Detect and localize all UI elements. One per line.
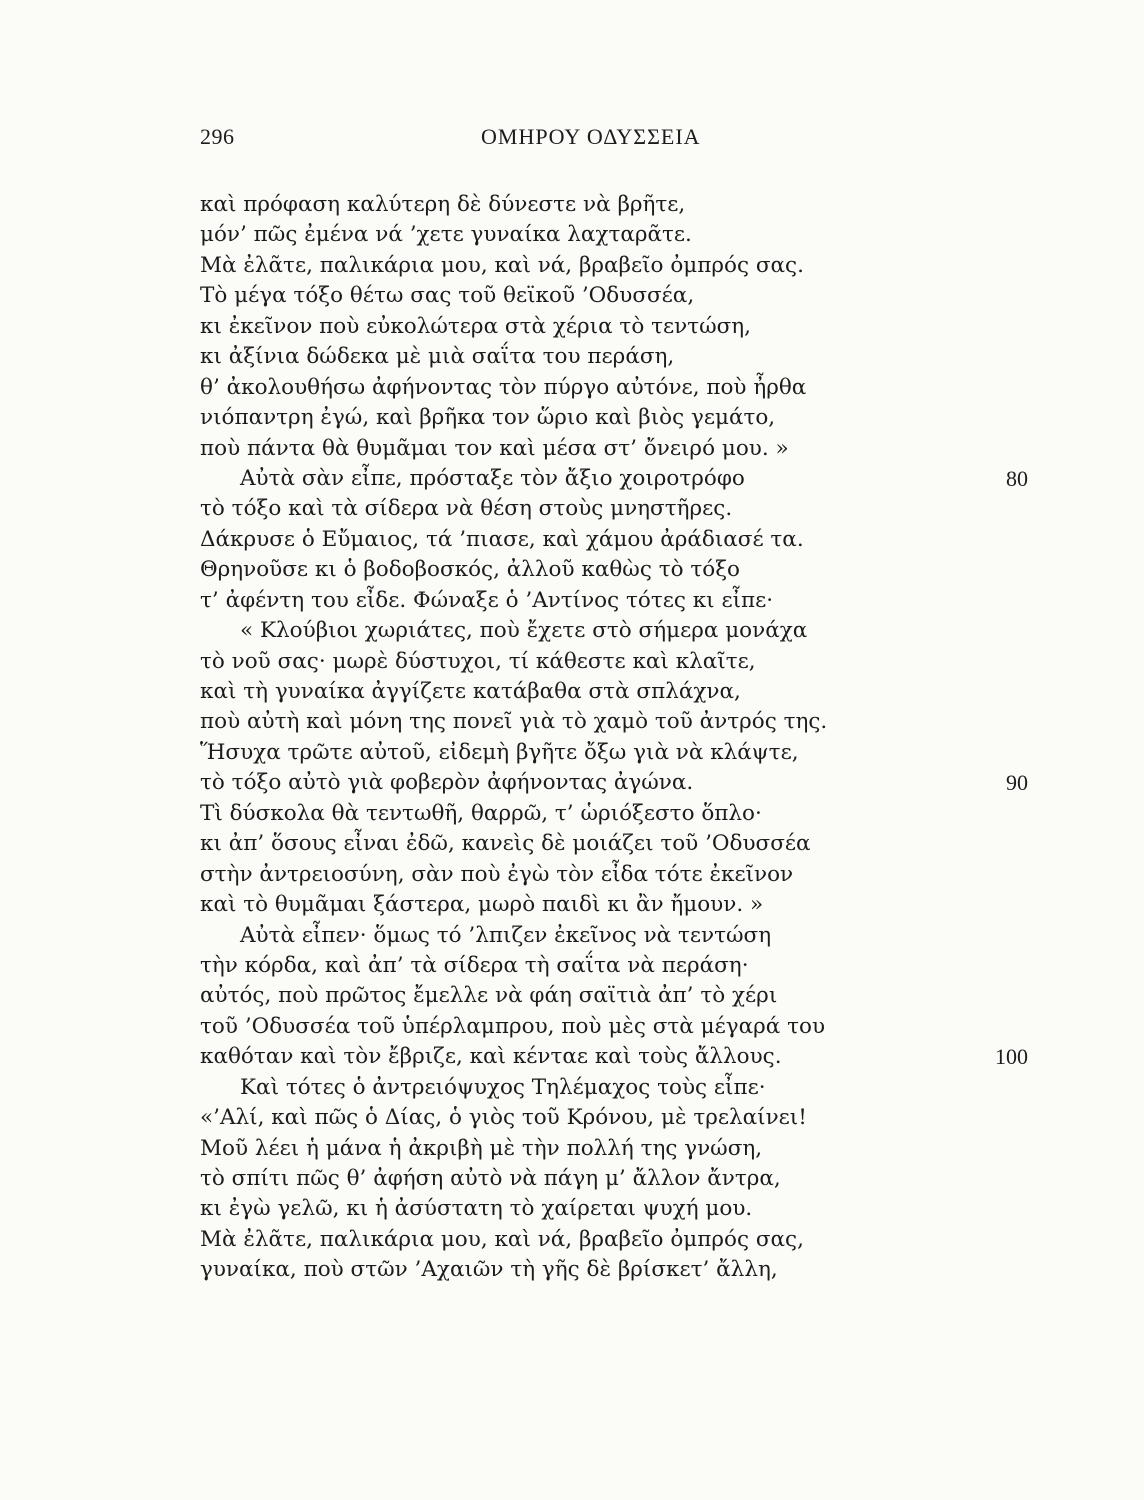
verse-line (200, 616, 1040, 646)
verse-line (200, 555, 1040, 585)
verse-line (200, 373, 1040, 403)
verse-line (200, 738, 1040, 768)
verse-line (200, 190, 1040, 220)
verse-line (200, 312, 1040, 342)
verse-text: κι ἐκεῖνον ποὺ εὐκολώτερα στὰ χέρια τὸ τεντώση, (200, 313, 752, 339)
verse-line (200, 829, 1040, 859)
verse-line (200, 981, 1040, 1011)
verse-text: Τὶ δύσκολα θὰ τεντωθῆ, θαρρῶ, τ’ ὡριόξεστο ὅπλο· (200, 800, 762, 826)
verse-line (200, 1012, 1040, 1042)
verse-line (200, 342, 1040, 372)
verse-line (200, 1225, 1040, 1255)
verse-text: κι ἀπ’ ὅσους εἶναι ἐδῶ, κανεὶς δὲ μοιάζει τοῦ ’Οδυσσέα (200, 831, 811, 857)
verse-line (200, 434, 1040, 464)
verse-line (200, 464, 1040, 494)
verse-line (200, 799, 1040, 829)
verse-text: τ’ ἀφέντη του εἶδε. Φώναξε ὁ ’Αντίνος τότες κι εἶπε· (200, 587, 774, 613)
verse-text: νιόπαντρη ἐγώ, καὶ βρῆκα τον ὥριο καὶ βιὸς γεμάτο, (200, 405, 776, 431)
verse-text: θ’ ἀκολουθήσω ἀφήνοντας τὸν πύργο αὐτόνε, ποὺ ἦρθα (200, 374, 807, 400)
verse-text: ποὺ πάντα θὰ θυμᾶμαι τον καὶ μέσα στ’ ὄνειρό μου. » (200, 435, 789, 461)
page-number: 296 (200, 124, 235, 149)
verse-line (200, 220, 1040, 250)
verse-text: Αὐτὰ εἶπεν· ὅμως τό ’λπιζεν ἐκεῖνος νὰ τεντώση (240, 922, 772, 948)
verse-line (200, 494, 1040, 524)
verse-text: καθόταν καὶ τὸν ἔβριζε, καὶ κένταε καὶ τοὺς ἄλλους. (200, 1044, 782, 1070)
verse-text: αὐτός, ποὺ πρῶτος ἔμελλε νὰ φάη σαϊτιὰ ἀπ’ τὸ χέρι (200, 983, 778, 1009)
verse-line (200, 647, 1040, 677)
verse-text: « Κλούβιοι χωριάτες, ποὺ ἔχετε στὸ σήμερα μονάχα (240, 618, 808, 644)
verse-line (200, 951, 1040, 981)
verse-text: Θρηνοῦσε κι ὁ βοδοβοσκός, ἀλλοῦ καθὼς τὸ τόξο (200, 557, 740, 583)
verse-text: Αὐτὰ σὰν εἶπε, πρόσταξε τὸν ἄξιο χοιροτρόφο (240, 465, 745, 491)
verse-text: κι ἀξίνια δώδεκα μὲ μιὰ σαΐτα του περάση, (200, 344, 675, 370)
verse-line (200, 1073, 1040, 1103)
verse-text: μόν’ πῶς ἐμένα νά ’χετε γυναίκα λαχταρᾶτε. (200, 222, 692, 248)
verse-line (200, 890, 1040, 920)
verse-line (200, 1103, 1040, 1133)
verse-line (200, 677, 1040, 707)
page-header (200, 124, 1000, 156)
verse-line (200, 251, 1040, 281)
verse-line (200, 586, 1040, 616)
verse-line (200, 281, 1040, 311)
verse-text: καὶ τὸ θυμᾶμαι ξάστερα, μωρὸ παιδὶ κι ἂν ἤμουν. » (200, 892, 764, 918)
verse-text: κι ἐγὼ γελῶ, κι ἡ ἀσύστατη τὸ χαίρεται ψυχή μου. (200, 1196, 753, 1222)
verse-text: Μὰ ἐλᾶτε, παλικάρια μου, καὶ νά, βραβεῖο ὀμπρός σας, (200, 1226, 804, 1252)
verse-line (200, 1255, 1040, 1285)
verse-text: ποὺ αὐτὴ καὶ μόνη της πονεῖ γιὰ τὸ χαμὸ τοῦ ἀντρός της. (200, 709, 828, 735)
poem-text (200, 190, 1040, 1286)
verse-text: «’Αλί, καὶ πῶς ὁ Δίας, ὁ γιὸς τοῦ Κρόνου, μὲ τρελαίνει! (200, 1105, 807, 1131)
verse-text: τοῦ ’Οδυσσέα τοῦ ὑπέρλαμπρου, ποὺ μὲς στὰ μέγαρά του (200, 1013, 826, 1039)
verse-text: καὶ πρόφαση καλύτερη δὲ δύνεστε νὰ βρῆτε, (200, 192, 686, 217)
verse-line (200, 1042, 1040, 1072)
verse-text: καὶ τὴ γυναίκα ἀγγίζετε κατάβαθα στὰ σπλάχνα, (200, 679, 741, 704)
verse-line (200, 403, 1040, 433)
verse-text: τὸ τόξο καὶ τὰ σίδερα νὰ θέση στοὺς μνηστῆρες. (200, 496, 733, 522)
verse-text: τὴν κόρδα, καὶ ἀπ’ τὰ σίδερα τὴ σαΐτα νὰ περάση· (200, 952, 749, 978)
line-number: 80 (1006, 465, 1028, 491)
verse-line (200, 707, 1040, 737)
verse-text: Δάκρυσε ὁ Εὔμαιος, τά ’πιασε, καὶ χάμου ἀράδιασέ τα. (200, 526, 804, 552)
verse-text: Μὰ ἐλᾶτε, παλικάρια μου, καὶ νά, βραβεῖο ὀμπρός σας. (200, 252, 804, 278)
verse-text: Τὸ μέγα τόξο θέτω σας τοῦ θεϊκοῦ ’Οδυσσέα, (200, 283, 695, 309)
line-number: 90 (1006, 770, 1028, 796)
verse-text: γυναίκα, ποὺ στῶν ’Αχαιῶν τὴ γῆς δὲ βρίσκετ’ ἄλλη, (200, 1257, 778, 1283)
running-title: ΟΜΗΡΟΥ ΟΔΥΣΣΕΙΑ (481, 124, 701, 149)
verse-line (200, 1194, 1040, 1224)
verse-line (200, 1164, 1040, 1194)
verse-line (200, 860, 1040, 890)
verse-text: Καὶ τότες ὁ ἀντρειόψυχος Τηλέμαχος τοὺς εἶπε· (240, 1074, 766, 1100)
verse-line (200, 921, 1040, 951)
verse-text: τὸ τόξο αὐτὸ γιὰ φοβερὸν ἀφήνοντας ἀγώνα. (200, 770, 694, 796)
verse-text: στὴν ἀντρειοσύνη, σὰν ποὺ ἐγὼ τὸν εἶδα τότε ἐκεῖνον (200, 861, 794, 887)
verse-text: Ἥσυχα τρῶτε αὐτοῦ, εἰδεμὴ βγῆτε ὄξω γιὰ νὰ κλάψτε, (200, 739, 799, 765)
verse-line (200, 1134, 1040, 1164)
verse-text: Μοῦ λέει ἡ μάνα ἡ ἀκριβὴ μὲ τὴν πολλή της γνώση, (200, 1135, 763, 1161)
verse-line (200, 768, 1040, 798)
verse-line (200, 525, 1040, 555)
verse-text: τὸ σπίτι πῶς θ’ ἀφήση αὐτὸ νὰ πάγη μ’ ἄλλον ἄντρα, (200, 1166, 781, 1191)
verse-text: τὸ νοῦ σας· μωρὲ δύστυχοι, τί κάθεστε καὶ κλαῖτε, (200, 648, 756, 674)
line-number: 100 (995, 1044, 1028, 1070)
